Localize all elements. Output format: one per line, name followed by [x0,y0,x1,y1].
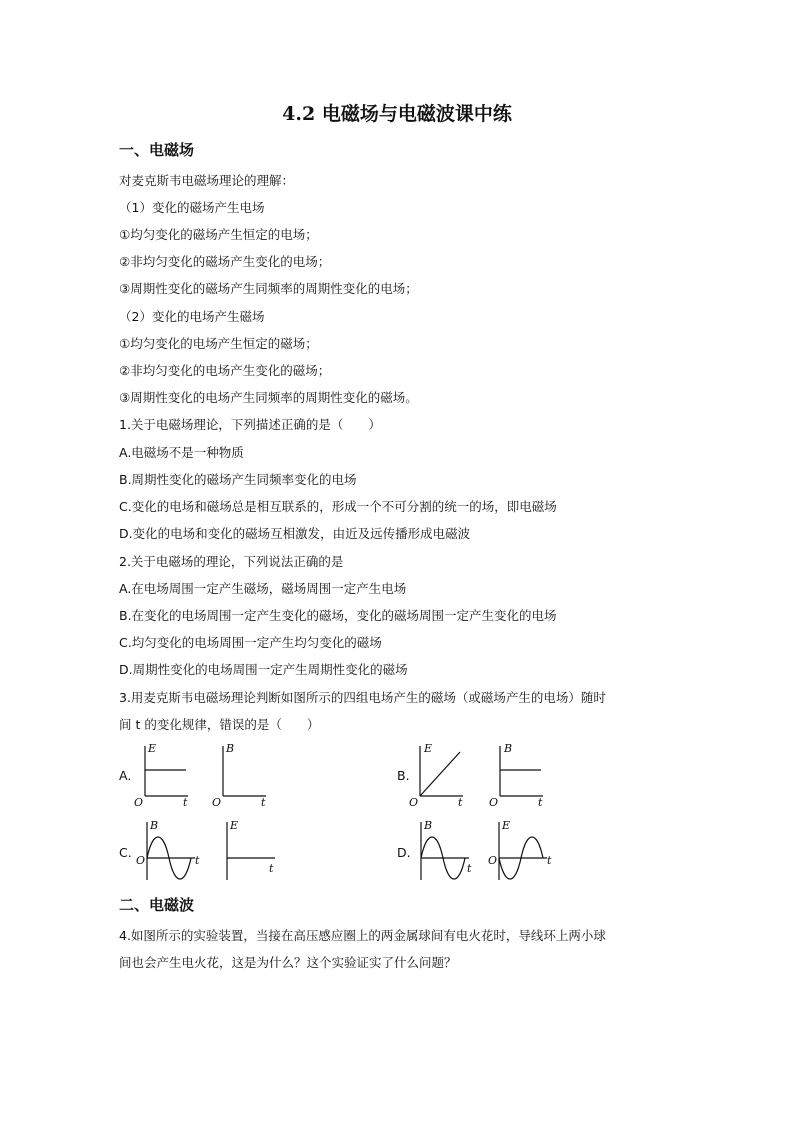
y-axis-label: B [226,742,235,755]
x-axis-label: t [261,796,266,809]
question-2-option-a: A.在电场周围一定产生磁场，磁场周围一定产生电场 [119,581,407,596]
graph-d-B [407,818,479,884]
question-2-stem: 2.关于电磁场的理论，下列说法正确的是 [119,554,344,569]
text-line: （2）变化的电场产生磁场 [119,309,265,324]
question-1-option-b: B.周期性变化的磁场产生同频率变化的电场 [119,472,357,487]
y-axis-label: B [424,819,433,832]
figure-option-a-label: A. [119,768,132,783]
graph-c-B [133,818,205,884]
origin-label: O [489,796,499,809]
graph-a-B [208,740,278,810]
figure-option-b-label: B. [397,768,410,783]
x-axis-label: t [458,796,463,809]
question-4-line-2: 间也会产生电火花，这是为什么？这个实验证实了什么问题？ [119,955,457,970]
y-axis-label: B [504,742,513,755]
question-2-option-c: C.均匀变化的电场周围一定产生均匀变化的磁场 [119,635,382,650]
page-title: 4.2 电磁场与电磁波课中练 [282,103,512,125]
y-axis-label: B [150,819,159,832]
question-4-line-1: 4.如图所示的实验装置，当接在高压感应圈上的两金属球间有电火花时，导线环上两小球 [119,928,606,943]
text-line: ②非均匀变化的电场产生变化的磁场； [119,363,331,378]
x-axis-label: t [538,796,543,809]
question-1-option-d: D.变化的电场和变化的磁场互相激发，由近及远传播形成电磁波 [119,526,471,541]
x-axis-label: t [183,796,188,809]
curve-linear [420,752,460,796]
text-line: ①均匀变化的电场产生恒定的磁场； [119,336,318,351]
text-line: ②非均匀变化的磁场产生变化的电场； [119,254,331,269]
question-1-stem: 1.关于电磁场理论，下列描述正确的是（ ） [119,417,381,432]
text-line: ①均匀变化的磁场产生恒定的电场； [119,227,318,242]
y-axis-label: E [230,819,239,832]
graph-d-E [485,818,557,884]
text-line: （1）变化的磁场产生电场 [119,200,265,215]
graph-c-E [213,818,285,884]
question-2-option-d: D.周期性变化的电场周围一定产生周期性变化的磁场 [119,662,408,677]
question-3-stem-line-2: 间 t 的变化规律，错误的是（ ） [119,717,320,732]
question-1-option-c: C.变化的电场和磁场总是相互联系的，形成一个不可分割的统一的场，即电磁场 [119,499,557,514]
y-axis-label: E [502,819,511,832]
origin-label: O [488,854,498,867]
figure-option-d-label: D. [397,845,411,860]
origin-label: O [409,796,419,809]
question-2-option-b: B.在变化的电场周围一定产生变化的磁场，变化的磁场周围一定产生变化的电场 [119,608,557,623]
origin-label: O [212,796,222,809]
graph-b-E [405,740,475,810]
x-axis-label: t [467,862,472,875]
graph-b-B [485,740,555,810]
origin-label: O [134,796,144,809]
graph-a-E [130,740,200,810]
section-heading-em-wave: 二、电磁波 [119,896,195,914]
x-axis-label: t [195,854,200,867]
question-3-stem-line-1: 3.用麦克斯韦电磁场理论判断如图所示的四组电场产生的磁场（或磁场产生的电场）随时 [119,690,606,705]
x-axis-label: t [269,862,274,875]
section-heading-em-field: 一、电磁场 [119,141,195,159]
figure-option-c-label: C. [119,845,132,860]
x-axis-label: t [547,854,552,867]
y-axis-label: E [148,742,157,755]
origin-label: O [136,854,146,867]
text-line: ③周期性变化的电场产生同频率的周期性变化的磁场。 [119,390,418,405]
text-line: ③周期性变化的磁场产生同频率的周期性变化的电场； [119,281,418,296]
y-axis-label: E [424,742,433,755]
question-1-option-a: A.电磁场不是一种物质 [119,445,244,460]
text-line: 对麦克斯韦电磁场理论的理解： [119,173,295,188]
